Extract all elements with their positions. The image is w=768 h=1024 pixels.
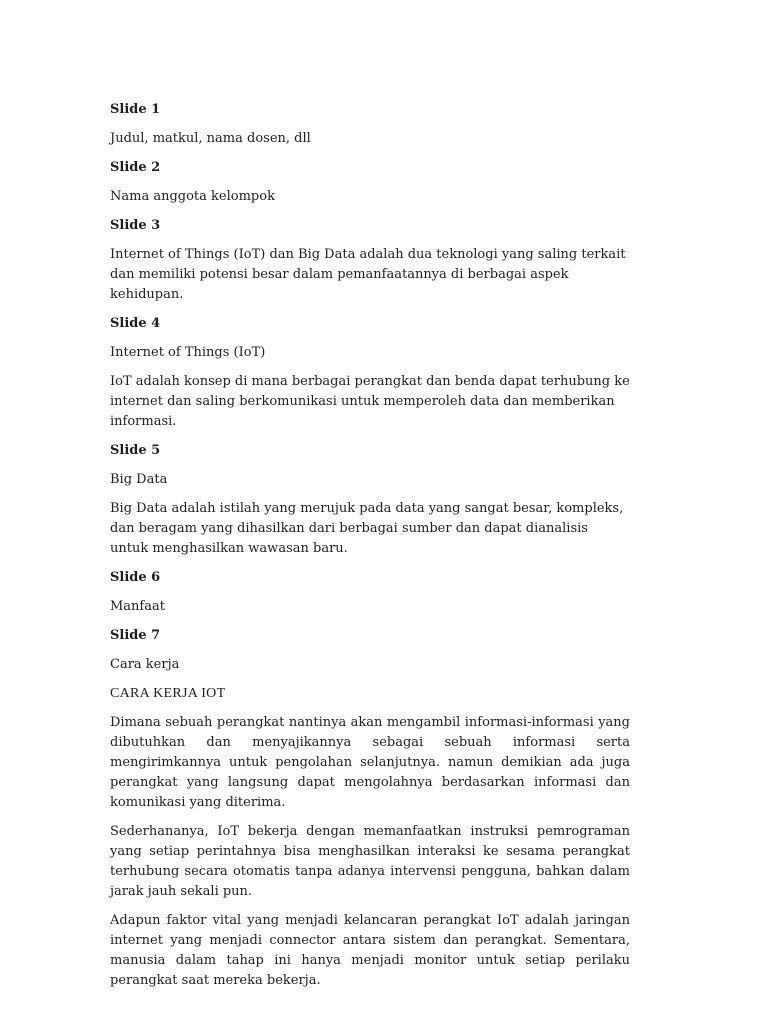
slide-2-text: Nama anggota kelompok: [110, 189, 275, 204]
slide-4-text: IoT adalah konsep di mana berbagai perangkat dan benda dapat terhubung ke internet dan saling berkomunikasi untuk memperoleh data dan memberikan informasi.: [110, 374, 630, 429]
slide-6-text: Manfaat: [110, 599, 165, 614]
slide-1-text: Judul, matkul, nama dosen, dll: [110, 131, 311, 146]
slide-5-heading: Slide 5: [110, 443, 161, 458]
slide-7-text: Cara kerja: [110, 657, 180, 672]
cara-kerja-paragraph-2: Sederhananya, IoT bekerja dengan memanfaatkan instruksi pemrograman yang setiap perintahnya bisa menghasilkan interaksi ke sesama perangkat terhubung secara otomatis tanpa adanya intervensi pengguna, bahkan dalam jarak jauh sekali pun.: [110, 824, 630, 899]
cara-kerja-iot-heading: CARA KERJA IOT: [110, 686, 226, 701]
slide-7-heading: Slide 7: [110, 628, 161, 643]
slide-5-subtitle: Big Data: [110, 472, 168, 487]
cara-kerja-paragraph-3: Adapun faktor vital yang menjadi kelancaran perangkat IoT adalah jaringan internet yang menjadi connector antara sistem dan perangkat. Sementara, manusia dalam tahap ini hanya menjadi monitor untuk setiap perilaku perangkat saat mereka bekerja.: [110, 913, 630, 988]
slide-5-text: Big Data adalah istilah yang merujuk pada data yang sangat besar, kompleks, dan beragam yang dihasilkan dari berbagai sumber dan dapat dianalisis untuk menghasilkan wawasan baru.: [110, 501, 624, 556]
slide-3-heading: Slide 3: [110, 218, 161, 233]
slide-1-heading: Slide 1: [110, 102, 161, 117]
document-page: [110, 100, 630, 1000]
slide-3-text: Internet of Things (IoT) dan Big Data adalah dua teknologi yang saling terkait dan memiliki potensi besar dalam pemanfaatannya di berbagai aspek kehidupan.: [110, 247, 626, 302]
slide-2-heading: Slide 2: [110, 160, 161, 175]
slide-4-heading: Slide 4: [110, 316, 161, 331]
slide-4-subtitle: Internet of Things (IoT): [110, 345, 266, 360]
slide-6-heading: Slide 6: [110, 570, 161, 585]
cara-kerja-paragraph-1: Dimana sebuah perangkat nantinya akan mengambil informasi-informasi yang dibutuhkan dan menyajikannya sebagai sebuah informasi serta mengirimkannya untuk pengolahan selanjutnya. namun demikian ada juga perangkat yang langsung dapat mengolahnya berdasarkan informasi dan komunikasi yang diterima.: [110, 715, 630, 810]
